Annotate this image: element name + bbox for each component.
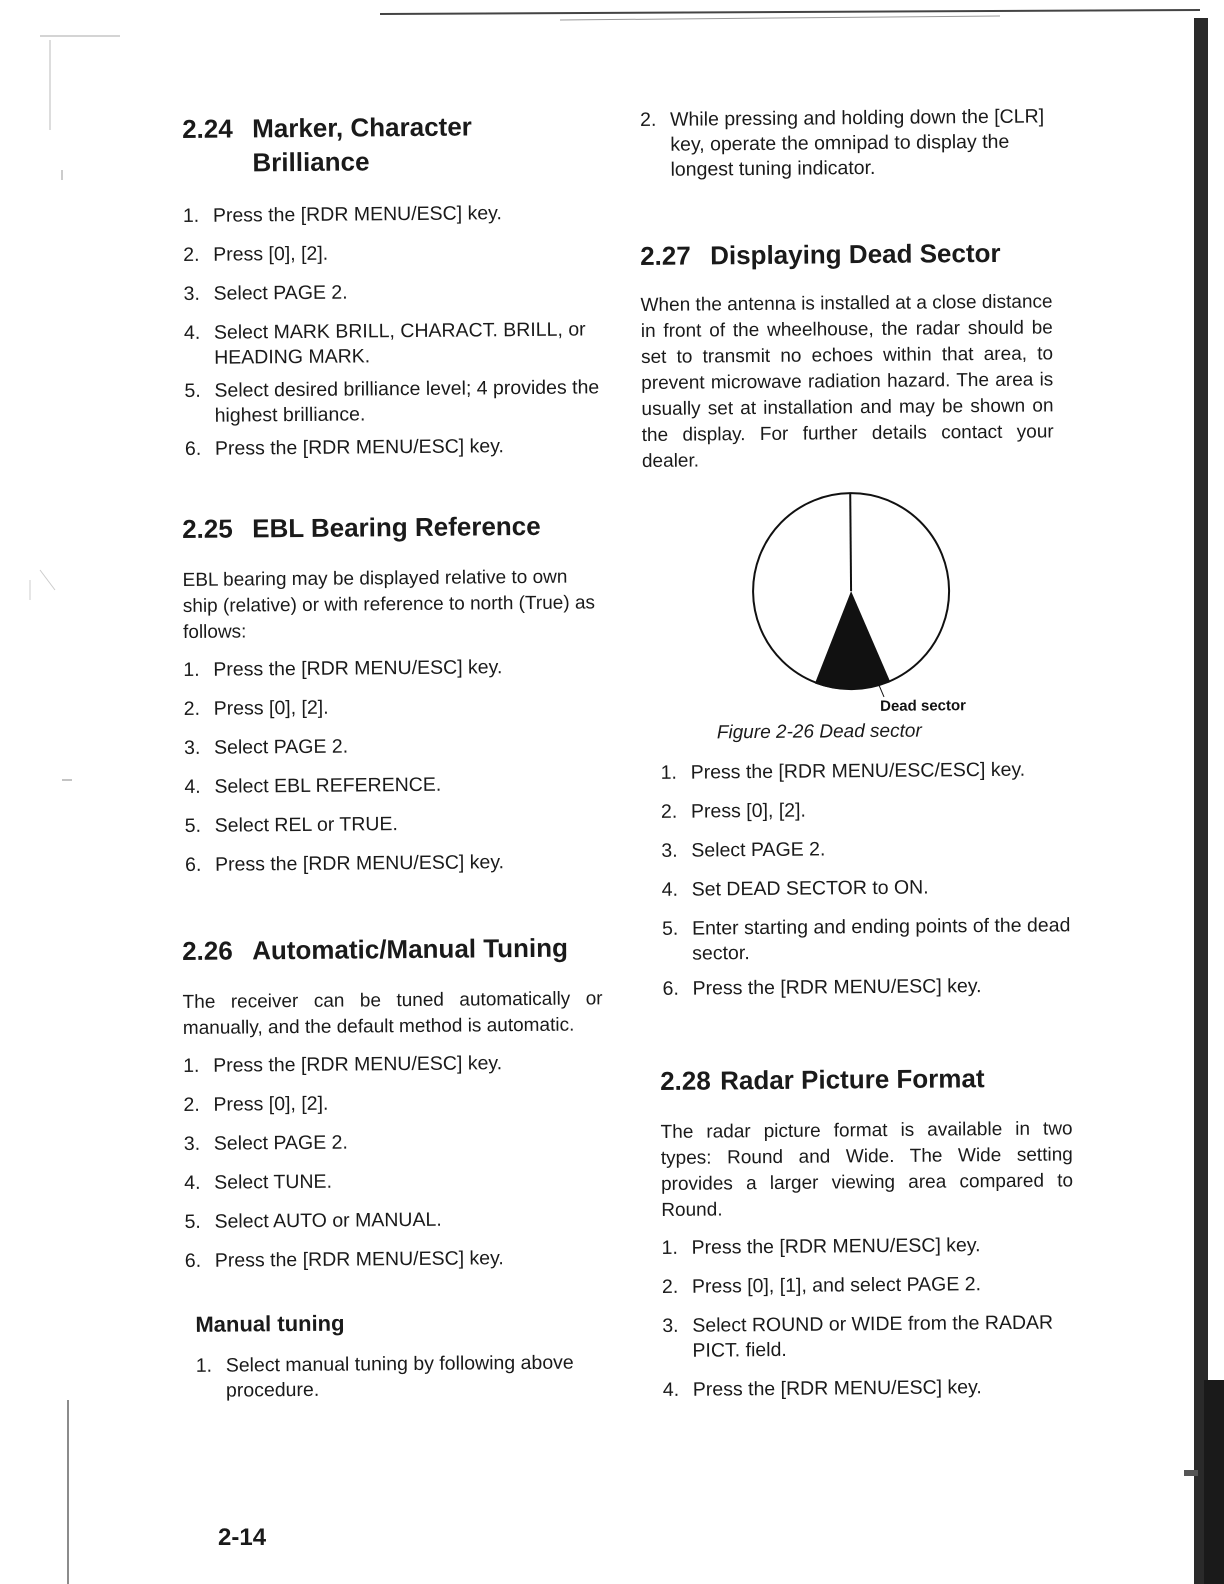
list-item: 3. Select ROUND or WIDE from the RADAR PICT. field.	[662, 1311, 1054, 1362]
list-item: 4. Select MARK BRILL, CHARACT. BRILL, or HEADING MARK.	[183, 318, 586, 369]
section-number: 2.27	[640, 240, 691, 271]
section-title: Displaying Dead Sector	[710, 237, 1001, 271]
label-leader-line	[879, 685, 884, 697]
steps-list	[183, 200, 635, 462]
manual-steps-list	[196, 1350, 616, 1404]
steps-list	[183, 654, 635, 878]
section-number: 2.26	[182, 935, 233, 966]
list-item: 2. Press [0], [2].	[183, 1092, 329, 1116]
section-2-26	[182, 930, 636, 1404]
section-heading	[182, 508, 632, 546]
section-title: Automatic/Manual Tuning	[252, 932, 569, 966]
dead-sector-label: Dead sector	[880, 697, 967, 715]
list-item: 3. Select PAGE 2.	[183, 1131, 348, 1155]
steps-list	[183, 1050, 635, 1274]
section-heading	[182, 930, 632, 968]
manual-steps-continued	[640, 104, 1061, 183]
list-item: 1. Press the [RDR MENU/ESC] key.	[183, 1052, 503, 1077]
list-item: 5. Select REL or TRUE.	[184, 813, 398, 837]
section-number: 2.28	[660, 1065, 711, 1096]
list-item: 4. Set DEAD SECTOR to ON.	[661, 876, 929, 901]
list-item: 1. Press the [RDR MENU/ESC/ESC] key.	[660, 758, 1026, 784]
left-column	[182, 112, 632, 1404]
section-heading	[182, 108, 633, 180]
section-heading	[660, 1060, 1090, 1098]
steps-list	[661, 757, 1083, 1002]
section-2-28	[660, 1060, 1093, 1403]
list-item: 4. Press the [RDR MENU/ESC] key.	[662, 1376, 982, 1401]
section-number: 2.25	[182, 513, 233, 544]
list-item: 4. Select TUNE.	[184, 1170, 333, 1194]
section-heading	[640, 235, 1090, 273]
list-item: 3. Select PAGE 2.	[183, 735, 349, 759]
list-item: 2. Press [0], [2].	[183, 242, 329, 266]
list-item: 1. Press the [RDR MENU/ESC] key.	[182, 202, 502, 227]
list-item: 5. Enter starting and ending points of the dead sector.	[661, 914, 1071, 965]
list-item: 1. Press the [RDR MENU/ESC] key.	[661, 1234, 981, 1259]
section-intro: The receiver can be tuned automatically or manually, and the default method is automatic.	[182, 988, 603, 1039]
list-item: 6. Press the [RDR MENU/ESC] key.	[184, 851, 505, 876]
list-item: 2. Press [0], [2].	[183, 696, 329, 720]
list-item: 6. Press the [RDR MENU/ESC] key.	[662, 975, 982, 1000]
list-item: 5. Select desired brilliance level; 4 provides the highest brilliance.	[184, 376, 600, 427]
subsection-heading: Manual tuning	[195, 1310, 345, 1337]
figure-caption: Figure 2-26 Dead sector	[716, 720, 922, 744]
list-item: 1. Press the [RDR MENU/ESC] key.	[183, 656, 503, 681]
steps-list	[662, 1232, 1083, 1403]
scan-border-top	[0, 0, 1224, 60]
section-title: EBL Bearing Reference	[252, 510, 541, 544]
right-column	[640, 105, 1090, 1403]
list-item: 6. Press the [RDR MENU/ESC] key.	[184, 435, 504, 460]
dead-sector-diagram	[642, 483, 1094, 717]
section-2-25	[182, 508, 635, 878]
section-number: 2.24	[182, 113, 233, 144]
dead-sector-figure	[642, 483, 1094, 717]
section-title: Radar Picture Format	[720, 1063, 985, 1096]
list-item: 3. Select PAGE 2.	[661, 838, 826, 862]
scan-border-right	[1164, 0, 1224, 1584]
list-item: 6. Press the [RDR MENU/ESC] key.	[184, 1247, 504, 1272]
section-intro: The radar picture format is available in two types: Round and Wide. The Wide setting provides a larger viewing area compared to Round.	[660, 1118, 1074, 1221]
section-2-27	[640, 235, 1097, 1002]
list-item: 2. While pressing and holding down the [CLR] key, operate the omnipad to display the longest tuning indicator.	[640, 105, 1045, 181]
list-item: 2. Press [0], [2].	[660, 799, 806, 823]
page-number: 2-14	[218, 1524, 267, 1551]
list-item: 2. Press [0], [1], and select PAGE 2.	[661, 1273, 982, 1298]
section-intro: EBL bearing may be displayed relative to own ship (relative) or with reference to north (True) as follows:	[182, 566, 596, 643]
section-intro: When the antenna is installed at a close distance in front of the wheelhouse, the radar should be set to transmit no echoes within that area, to prevent microwave radiation hazard. The area is usually set at installation and may be shown on the display. For further details contact your dealer.	[640, 291, 1054, 472]
scan-border-left	[0, 0, 90, 1584]
section-2-24	[182, 108, 635, 462]
list-item: 1. Select manual tuning by following above procedure.	[195, 1351, 574, 1402]
list-item: 4. Select EBL REFERENCE.	[184, 773, 442, 798]
list-item: 3. Select PAGE 2.	[183, 281, 348, 305]
heading-line	[850, 493, 851, 591]
section-title: Marker, Character Brilliance	[252, 111, 472, 178]
list-item: 5. Select AUTO or MANUAL.	[184, 1208, 442, 1233]
